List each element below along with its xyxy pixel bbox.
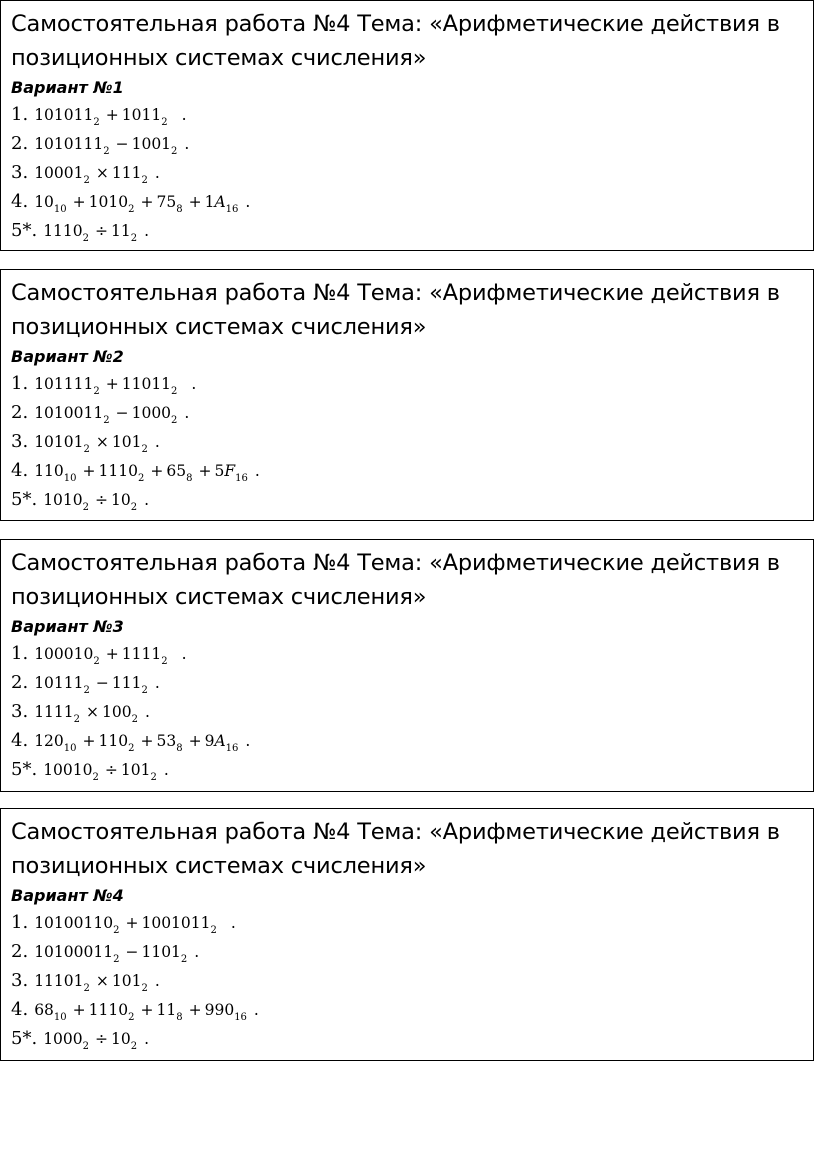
operator-sign: + xyxy=(188,732,202,750)
base-subscript: 2 xyxy=(171,415,178,426)
number-term xyxy=(34,375,100,397)
task-item xyxy=(11,398,803,427)
term-value: 1111 xyxy=(34,703,74,721)
base-subscript: 8 xyxy=(176,743,183,754)
base-subscript: 16 xyxy=(235,473,248,484)
operator-sign: − xyxy=(115,135,129,153)
base-subscript: 2 xyxy=(210,925,217,936)
operator-sign: − xyxy=(115,404,129,422)
term-value: 11101 xyxy=(34,972,84,990)
number-term xyxy=(88,1001,135,1023)
base-subscript: 2 xyxy=(103,146,110,157)
term-value: 101 xyxy=(111,433,142,451)
base-subscript: 2 xyxy=(92,772,99,783)
card-title-line1: Самостоятельная работа №4 Тема: «Арифметические действия в xyxy=(11,550,780,576)
base-subscript: 2 xyxy=(180,954,188,965)
task-end-period: . xyxy=(191,375,197,393)
task-number: 3. xyxy=(11,701,29,722)
card-title-line2: позиционных системах счисления» xyxy=(11,45,427,71)
term-value: 11011 xyxy=(121,375,172,393)
task-number: 2. xyxy=(11,133,29,154)
term-value: 990 xyxy=(204,1001,235,1019)
base-subscript: 2 xyxy=(113,925,120,936)
term-value: 1011 xyxy=(121,106,162,124)
number-term xyxy=(34,135,110,157)
number-term xyxy=(34,674,90,696)
task-item xyxy=(11,755,803,784)
number-term xyxy=(131,135,178,157)
term-value: 1001 xyxy=(131,135,172,153)
number-term xyxy=(43,1030,90,1052)
operator-sign: + xyxy=(150,462,164,480)
base-subscript: 2 xyxy=(161,656,168,667)
term-value: 65 xyxy=(166,462,187,480)
task-number: 4. xyxy=(11,730,29,751)
task-card-variant-4 xyxy=(0,808,814,1061)
term-value: 120 xyxy=(34,732,64,750)
term-value: 1001011 xyxy=(141,914,211,932)
base-subscript: 2 xyxy=(131,714,138,725)
term-value: 11 xyxy=(111,222,131,240)
task-end-period: . xyxy=(144,222,150,240)
base-subscript: 10 xyxy=(53,204,67,215)
term-value: 111 xyxy=(111,674,142,692)
base-subscript: 16 xyxy=(234,1012,247,1023)
number-term xyxy=(204,193,239,215)
base-subscript: 2 xyxy=(141,175,148,186)
variant-label: Вариант №1 xyxy=(11,78,124,97)
task-item xyxy=(11,456,803,485)
task-item xyxy=(11,187,803,216)
base-subscript: 2 xyxy=(113,954,120,965)
task-card-variant-2 xyxy=(0,269,814,521)
term-value: 1110 xyxy=(88,1001,129,1019)
number-term xyxy=(102,703,138,725)
term-value: 101111 xyxy=(34,375,94,393)
task-end-period: . xyxy=(181,645,187,663)
base-subscript: 10 xyxy=(63,473,77,484)
number-term xyxy=(156,193,183,215)
operator-sign: + xyxy=(82,462,96,480)
task-number: 1. xyxy=(11,104,29,125)
task-item xyxy=(11,369,803,398)
term-value: 100010 xyxy=(34,645,94,663)
base-subscript: 2 xyxy=(103,415,110,426)
term-value: 1010 xyxy=(88,193,129,211)
operator-sign: + xyxy=(105,645,119,663)
number-term xyxy=(111,222,138,244)
task-item xyxy=(11,427,803,456)
term-value: 1111 xyxy=(121,645,162,663)
task-number: 1. xyxy=(11,912,29,933)
number-term xyxy=(131,404,178,426)
number-term xyxy=(204,732,239,754)
base-subscript: 2 xyxy=(93,117,100,128)
term-value: 1110 xyxy=(43,222,83,240)
number-term xyxy=(98,732,135,754)
term-value: 10100110 xyxy=(34,914,114,932)
task-item xyxy=(11,129,803,158)
task-item xyxy=(11,937,803,966)
number-term xyxy=(34,732,77,754)
task-number: 2. xyxy=(11,672,29,693)
term-value: 1A xyxy=(204,193,226,211)
operator-sign: + xyxy=(125,914,139,932)
task-end-period: . xyxy=(181,106,187,124)
variant-label: Вариант №2 xyxy=(11,347,124,366)
base-subscript: 8 xyxy=(186,473,193,484)
operator-sign: + xyxy=(82,732,96,750)
number-term xyxy=(141,943,188,965)
number-term xyxy=(34,1001,67,1023)
task-number: 1. xyxy=(11,373,29,394)
task-card-variant-3 xyxy=(0,539,814,792)
task-number: 4. xyxy=(11,460,29,481)
task-item xyxy=(11,216,803,245)
number-term xyxy=(121,375,178,397)
number-term xyxy=(34,106,100,128)
base-subscript: 2 xyxy=(141,983,148,994)
number-term xyxy=(121,645,168,667)
task-item xyxy=(11,158,803,187)
task-number: 2. xyxy=(11,941,29,962)
operator-sign: × xyxy=(95,164,109,182)
number-term xyxy=(156,732,183,754)
term-value: 10 xyxy=(111,1030,131,1048)
base-subscript: 2 xyxy=(161,117,168,128)
number-term xyxy=(111,1030,138,1052)
task-end-period: . xyxy=(144,703,150,721)
card-title-line1: Самостоятельная работа №4 Тема: «Арифметические действия в xyxy=(11,280,780,306)
task-number: 4. xyxy=(11,999,29,1020)
base-subscript: 2 xyxy=(171,386,178,397)
base-subscript: 10 xyxy=(63,743,77,754)
base-subscript: 2 xyxy=(128,743,135,754)
base-subscript: 2 xyxy=(141,685,148,696)
base-subscript: 2 xyxy=(73,714,81,725)
base-subscript: 16 xyxy=(225,204,239,215)
number-term xyxy=(111,164,148,186)
operator-sign: + xyxy=(140,1001,154,1019)
task-item xyxy=(11,697,803,726)
operator-sign: + xyxy=(72,193,86,211)
task-number: 3. xyxy=(11,970,29,991)
base-subscript: 2 xyxy=(82,1041,90,1052)
task-end-period: . xyxy=(184,404,190,422)
task-item xyxy=(11,639,803,668)
task-number: 5*. xyxy=(11,1028,38,1049)
number-term xyxy=(111,972,148,994)
term-value: 110 xyxy=(98,732,129,750)
number-term xyxy=(43,222,90,244)
task-end-period: . xyxy=(144,491,150,509)
number-term xyxy=(34,943,120,965)
term-value: 1101 xyxy=(141,943,181,961)
task-end-period: . xyxy=(154,674,160,692)
task-item xyxy=(11,1024,803,1053)
number-term xyxy=(214,462,248,484)
base-subscript: 2 xyxy=(150,772,157,783)
term-value: 10010 xyxy=(43,761,93,779)
term-value: 10 xyxy=(111,491,131,509)
operator-sign: − xyxy=(125,943,139,961)
base-subscript: 2 xyxy=(171,146,178,157)
variant-label: Вариант №4 xyxy=(11,886,124,905)
task-item xyxy=(11,995,803,1024)
task-end-period: . xyxy=(230,914,236,932)
number-term xyxy=(34,433,90,455)
operator-sign: × xyxy=(86,703,100,721)
task-end-period: . xyxy=(154,164,160,182)
number-term xyxy=(88,193,135,215)
number-term xyxy=(111,674,148,696)
task-end-period: . xyxy=(245,193,251,211)
task-number: 2. xyxy=(11,402,29,423)
number-term xyxy=(166,462,193,484)
task-end-period: . xyxy=(154,433,160,451)
term-value: 10101 xyxy=(34,433,84,451)
base-subscript: 2 xyxy=(128,204,135,215)
number-term xyxy=(120,761,157,783)
operator-sign: + xyxy=(188,193,202,211)
term-value: 111 xyxy=(111,164,142,182)
task-end-period: . xyxy=(144,1030,150,1048)
number-term xyxy=(34,193,67,215)
number-term xyxy=(34,645,100,667)
task-item xyxy=(11,100,803,129)
number-term xyxy=(156,1001,183,1023)
operator-sign: ÷ xyxy=(95,1030,109,1048)
card-title-line2: позиционных системах счисления» xyxy=(11,314,427,340)
operator-sign: ÷ xyxy=(104,761,118,779)
task-end-period: . xyxy=(163,761,169,779)
term-value: 10 xyxy=(34,193,54,211)
task-number: 1. xyxy=(11,643,29,664)
task-number: 5*. xyxy=(11,759,38,780)
operator-sign: + xyxy=(72,1001,86,1019)
card-title-line2: позиционных системах счисления» xyxy=(11,853,427,879)
task-end-period: . xyxy=(154,972,160,990)
number-term xyxy=(34,972,90,994)
task-number: 4. xyxy=(11,191,29,212)
term-value: 110 xyxy=(34,462,64,480)
card-title-line1: Самостоятельная работа №4 Тема: «Арифметические действия в xyxy=(11,819,780,845)
task-item xyxy=(11,908,803,937)
task-item xyxy=(11,485,803,514)
term-value: 101011 xyxy=(34,106,94,124)
task-number: 3. xyxy=(11,431,29,452)
term-value: 10001 xyxy=(34,164,84,182)
task-number: 5*. xyxy=(11,220,38,241)
base-subscript: 2 xyxy=(82,233,90,244)
term-value: 101 xyxy=(120,761,151,779)
base-subscript: 2 xyxy=(128,1012,135,1023)
number-term xyxy=(34,404,110,426)
task-end-period: . xyxy=(254,462,260,480)
term-value: 10111 xyxy=(34,674,84,692)
card-title-line2: позиционных системах счисления» xyxy=(11,584,427,610)
task-end-period: . xyxy=(184,135,190,153)
task-card-variant-1 xyxy=(0,0,814,251)
variant-label: Вариант №3 xyxy=(11,617,124,636)
task-number: 5*. xyxy=(11,489,38,510)
term-value: 53 xyxy=(156,732,177,750)
number-term xyxy=(34,914,120,936)
number-term xyxy=(43,761,99,783)
base-subscript: 8 xyxy=(176,204,183,215)
number-term xyxy=(121,106,168,128)
base-subscript: 2 xyxy=(130,233,138,244)
number-term xyxy=(34,703,81,725)
operator-sign: + xyxy=(198,462,212,480)
base-subscript: 2 xyxy=(83,444,90,455)
term-value: 1000 xyxy=(43,1030,83,1048)
term-value: 100 xyxy=(102,703,132,721)
task-end-period: . xyxy=(253,1001,259,1019)
term-value: 1110 xyxy=(98,462,138,480)
number-term xyxy=(141,914,217,936)
task-end-period: . xyxy=(194,943,200,961)
base-subscript: 2 xyxy=(82,502,90,513)
operator-sign: + xyxy=(188,1001,202,1019)
number-term xyxy=(34,462,77,484)
base-subscript: 16 xyxy=(225,743,239,754)
base-subscript: 10 xyxy=(53,1012,67,1023)
number-term xyxy=(111,491,138,513)
base-subscript: 2 xyxy=(141,444,148,455)
card-title-line1: Самостоятельная работа №4 Тема: «Арифметические действия в xyxy=(11,11,780,37)
number-term xyxy=(111,433,148,455)
base-subscript: 2 xyxy=(83,983,90,994)
base-subscript: 8 xyxy=(176,1012,183,1023)
number-term xyxy=(98,462,145,484)
term-value: 11 xyxy=(156,1001,177,1019)
base-subscript: 2 xyxy=(130,1041,138,1052)
term-value: 75 xyxy=(156,193,177,211)
term-value: 1010 xyxy=(43,491,83,509)
operator-sign: ÷ xyxy=(95,222,109,240)
term-value: 10100011 xyxy=(34,943,114,961)
operator-sign: × xyxy=(95,972,109,990)
operator-sign: × xyxy=(95,433,109,451)
base-subscript: 2 xyxy=(137,473,145,484)
operator-sign: + xyxy=(105,375,119,393)
base-subscript: 2 xyxy=(93,386,100,397)
operator-sign: + xyxy=(105,106,119,124)
term-value: 1010011 xyxy=(34,404,104,422)
term-value: 1000 xyxy=(131,404,172,422)
term-value: 101 xyxy=(111,972,142,990)
term-value: 68 xyxy=(34,1001,54,1019)
operator-sign: + xyxy=(140,732,154,750)
base-subscript: 2 xyxy=(83,685,90,696)
operator-sign: + xyxy=(140,193,154,211)
term-value: 9A xyxy=(204,732,226,750)
task-number: 3. xyxy=(11,162,29,183)
task-item xyxy=(11,726,803,755)
task-end-period: . xyxy=(245,732,251,750)
number-term xyxy=(34,164,90,186)
task-item xyxy=(11,966,803,995)
term-value: 5F xyxy=(214,462,236,480)
base-subscript: 2 xyxy=(93,656,100,667)
task-item xyxy=(11,668,803,697)
operator-sign: − xyxy=(95,674,109,692)
number-term xyxy=(43,491,90,513)
term-value: 1010111 xyxy=(34,135,104,153)
number-term xyxy=(204,1001,247,1023)
operator-sign: ÷ xyxy=(95,491,109,509)
base-subscript: 2 xyxy=(83,175,90,186)
base-subscript: 2 xyxy=(130,502,138,513)
